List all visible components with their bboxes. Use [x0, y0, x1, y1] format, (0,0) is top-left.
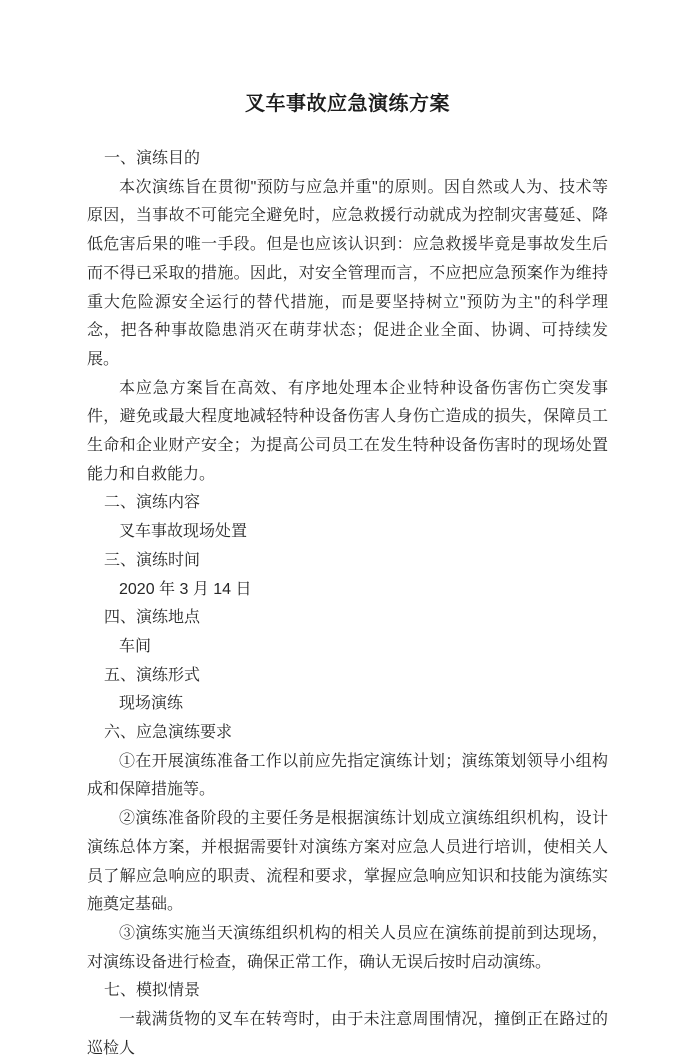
paragraph: 现场演练	[119, 695, 184, 713]
paragraph: 一载满货物的叉车在转弯时，由于未注意周围情况，撞倒正在路过的巡检人	[87, 1011, 608, 1057]
section-drill-format	[87, 662, 608, 719]
paragraph: 本应急方案旨在高效、有序地处理本企业特种设备伤害伤亡突发事件，避免或最大程度地减轻特种设备伤害人身伤亡造成的损失，保障员工生命和企业财产安全；为提高公司员工在发生特种设备伤害时的现场处置能力和自救能力。	[87, 379, 608, 483]
section-heading: 六、应急演练要求	[104, 724, 233, 742]
section-drill-location	[87, 604, 608, 661]
document-title: 叉车事故应急演练方案	[245, 93, 450, 115]
section-drill-requirements	[87, 719, 608, 977]
section-drill-purpose	[87, 145, 608, 489]
paragraph: 车间	[119, 637, 152, 655]
section-heading: 七、模拟情景	[104, 982, 201, 1000]
section-simulated-scenario	[87, 977, 608, 1063]
section-heading: 三、演练时间	[104, 551, 201, 569]
section-heading: 一、演练目的	[104, 150, 201, 167]
section-heading: 四、演练地点	[104, 609, 201, 627]
section-drill-time	[87, 547, 608, 604]
paragraph: 2020 年 3 月 14 日	[119, 580, 252, 598]
section-heading: 二、演练内容	[104, 494, 201, 512]
section-heading: 五、演练形式	[104, 666, 201, 684]
paragraph: 叉车事故现场处置	[119, 523, 248, 541]
paragraph: ②演练准备阶段的主要任务是根据演练计划成立演练组织机构，设计演练总体方案，并根据需要针对演练方案对应急人员进行培训，使相关人员了解应急响应的职责、流程和要求，掌握应急响应知识和技能为演练实施奠定基础。	[87, 810, 608, 914]
paragraph: ③演练实施当天演练组织机构的相关人员应在演练前提前到达现场，对演练设备进行检查，确保正常工作，确认无误后按时启动演练。	[87, 924, 608, 971]
paragraph: ①在开展演练准备工作以前应先指定演练计划；演练策划领导小组构成和保障措施等。	[87, 752, 608, 799]
section-drill-content	[87, 489, 608, 546]
paragraph: 本次演练旨在贯彻"预防与应急并重"的原则。因自然或人为、技术等原因，当事故不可能完全避免时，应急救援行动就成为控制灾害蔓延、降低危害后果的唯一手段。但是也应该认识到：应急救援毕竟是事故发生后而不得已采取的措施。因此，对安全管理而言，不应把应急预案作为维持重大危险源安全运行的替代措施，而是要坚持树立"预防为主"的科学理念，把各种事故隐患消灭在萌芽状态；促进企业全面、协调、可持续发展。	[87, 178, 608, 368]
document-body	[87, 89, 608, 1064]
